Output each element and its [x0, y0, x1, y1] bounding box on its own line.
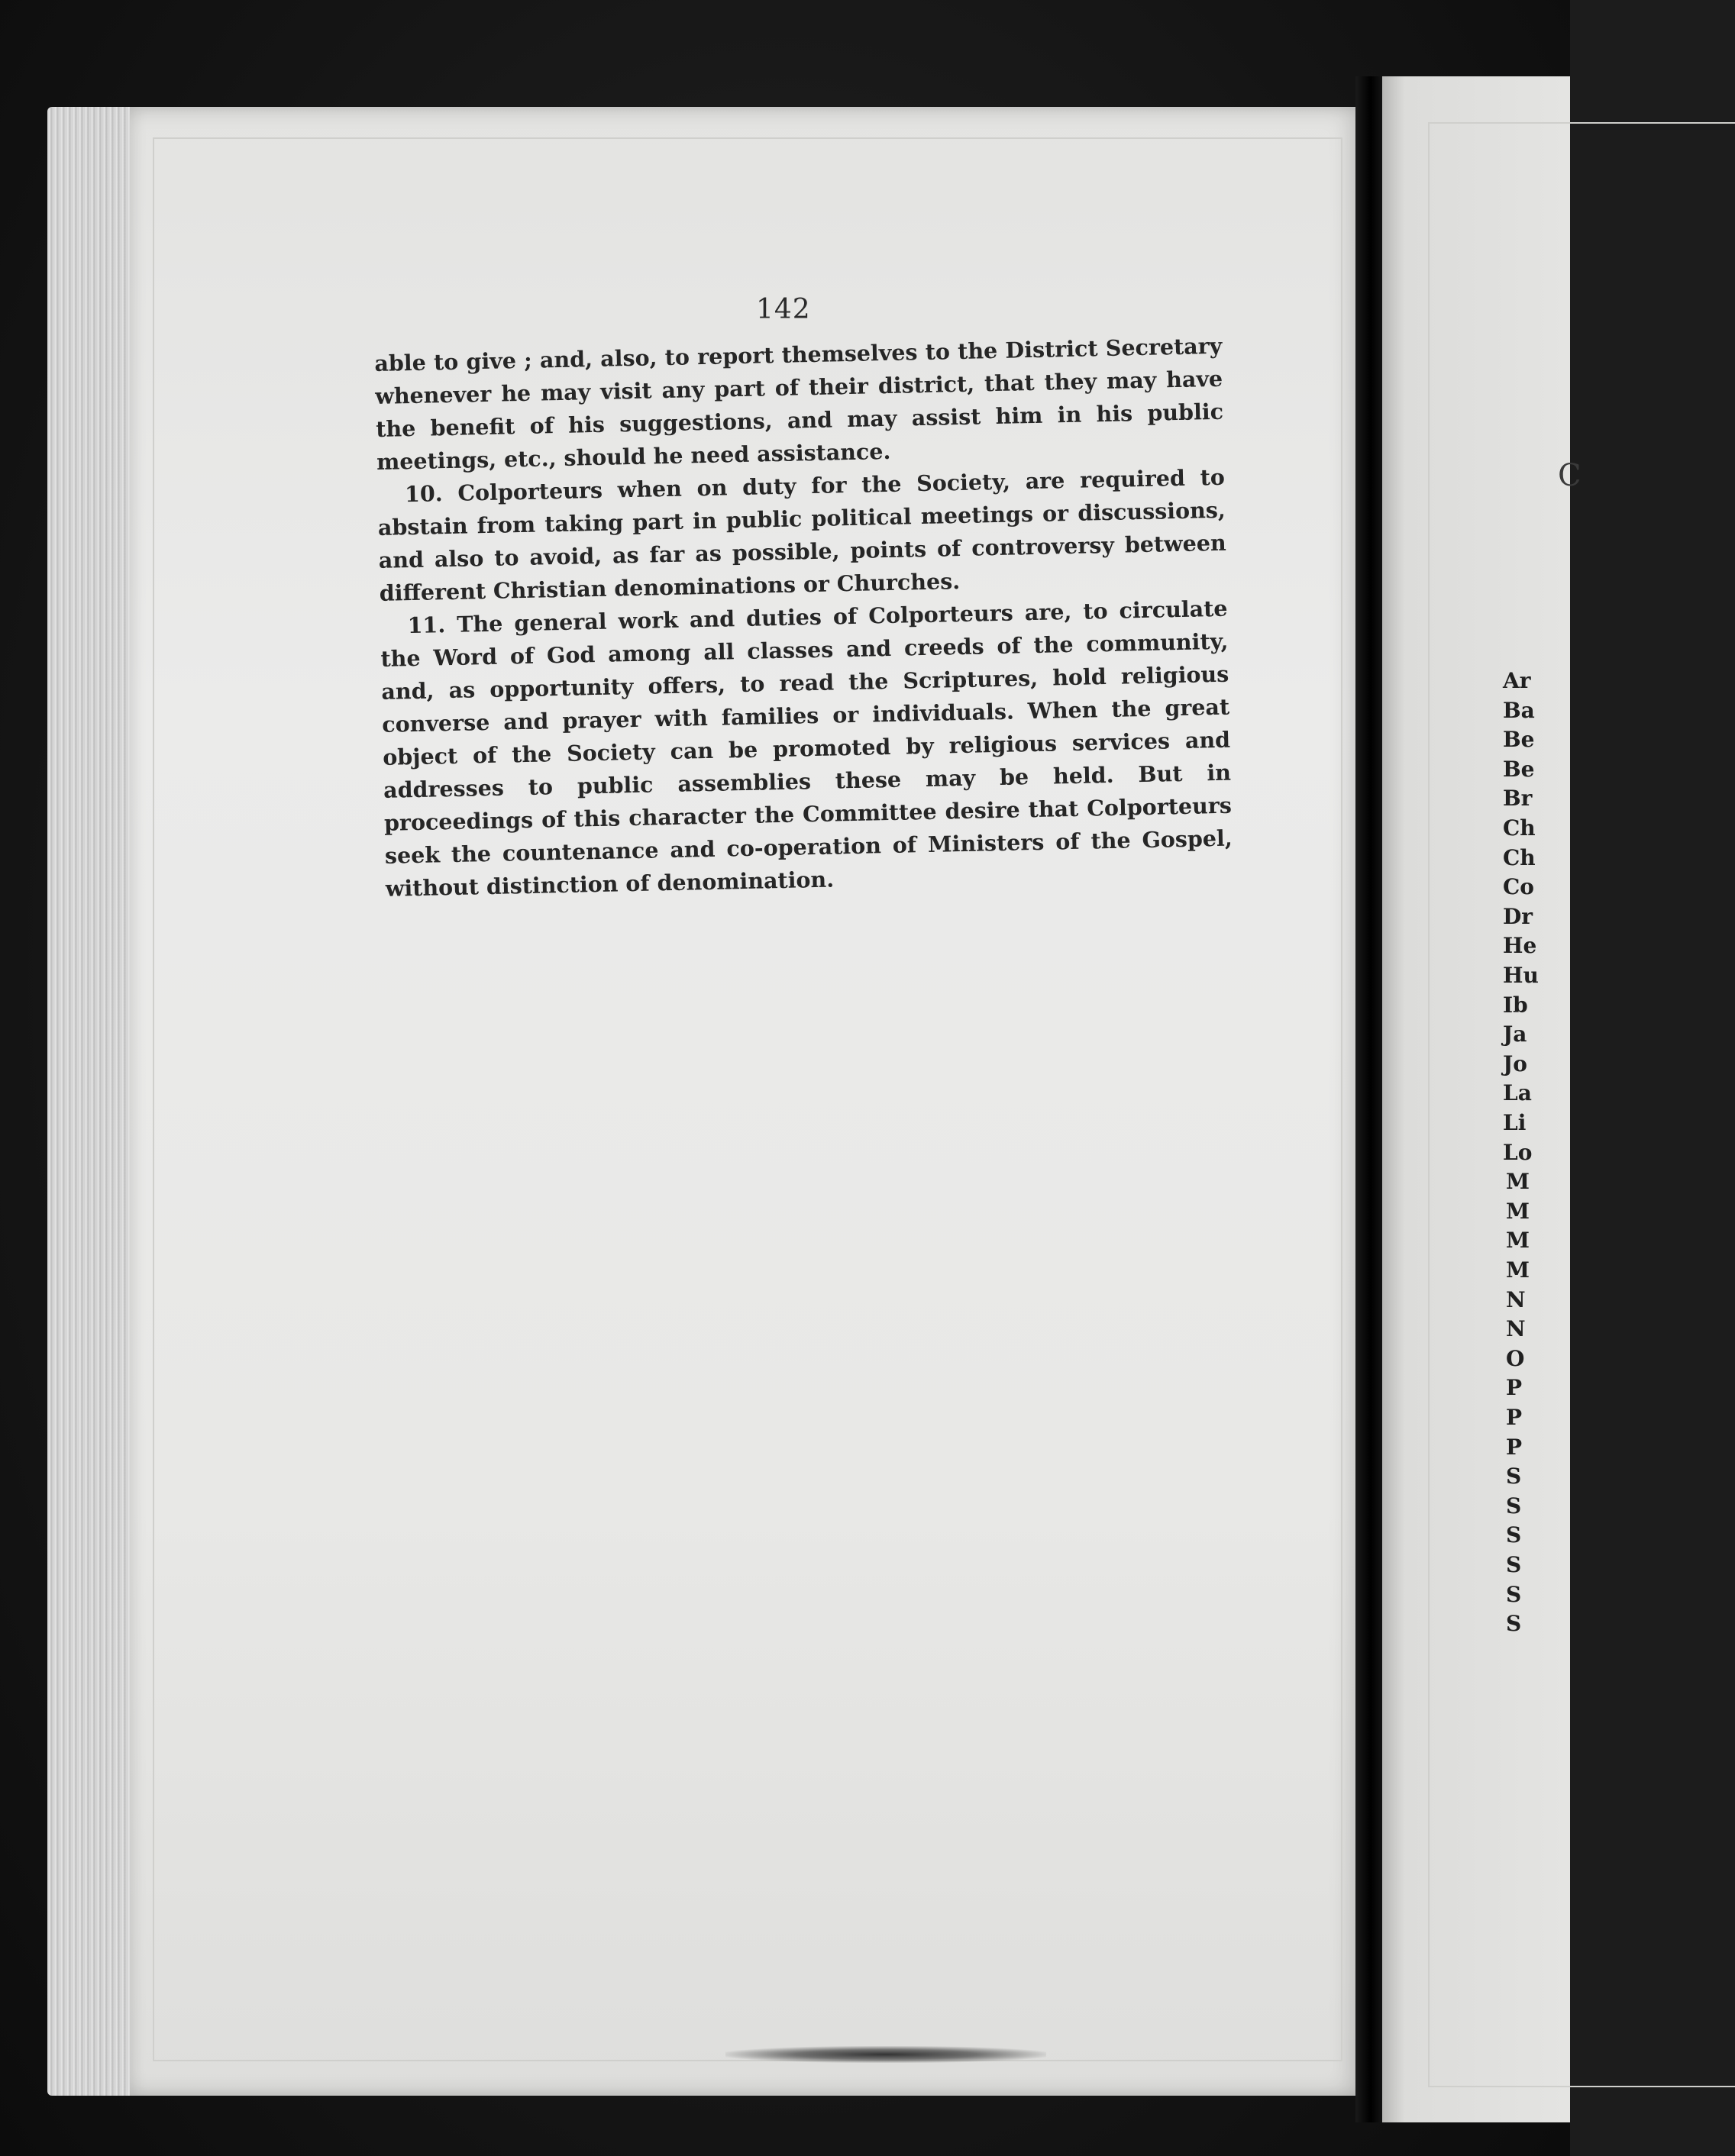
- facing-page-line-fragment: M: [1506, 1198, 1530, 1224]
- facing-page-line-fragment: Be: [1503, 727, 1535, 753]
- facing-page-line-fragment: M: [1506, 1169, 1530, 1195]
- facing-page-line-fragment: N: [1506, 1316, 1526, 1342]
- facing-page-line-fragment: Br: [1503, 786, 1533, 812]
- facing-page-line-fragment: P: [1506, 1375, 1523, 1401]
- page-edges: [47, 107, 139, 2096]
- paragraph-rule-10: 10. Colporteurs when on duty for the Society, are required to abstain from taking part in public political meetings or discussions, and also to avoid, as far as possible, points of controversy between different Christian denominations or Churches.: [377, 463, 1226, 606]
- facing-page-line-fragment: Lo: [1503, 1139, 1533, 1165]
- facing-page-line-fragment: Ch: [1503, 815, 1536, 841]
- paragraph-continuation: able to give ; and, also, to report themselves to the District Secretary whenever he may visit any part of their district, that they may have the benefit of his suggestions, and may assist him in his public meetings, etc., should he need assistance.: [374, 332, 1224, 475]
- facing-page-line-fragment: Co: [1503, 874, 1534, 900]
- facing-page-line-fragment: P: [1506, 1405, 1523, 1430]
- facing-page-line-fragment: He: [1503, 933, 1537, 959]
- facing-page-line-fragment: M: [1506, 1228, 1530, 1254]
- book-gutter: [1355, 76, 1386, 2122]
- facing-page-line-fragment: Dr: [1503, 903, 1533, 929]
- facing-page-line-fragment: S: [1506, 1611, 1522, 1637]
- page-number: 142: [756, 294, 811, 325]
- facing-page-line-fragment: Ch: [1503, 844, 1536, 870]
- facing-page-line-fragment: Li: [1503, 1110, 1527, 1135]
- facing-page-line-fragment: Ba: [1503, 697, 1535, 723]
- facing-page-line-fragment: Be: [1503, 756, 1535, 782]
- facing-page-line-fragment: Ja: [1503, 1022, 1527, 1047]
- facing-page-line-fragment: S: [1506, 1581, 1522, 1607]
- facing-page-line-fragment: S: [1506, 1464, 1522, 1490]
- facing-page-line-fragment: La: [1503, 1080, 1532, 1106]
- facing-page: [1382, 76, 1570, 2122]
- facing-page-border: [1428, 122, 1735, 2087]
- facing-page-line-fragment: M: [1506, 1257, 1530, 1283]
- facing-page-line-fragment: N: [1506, 1286, 1526, 1312]
- facing-page-line-fragment: S: [1506, 1552, 1522, 1577]
- bottom-smudge: [725, 2046, 1046, 2063]
- paragraph-rule-11: 11. The general work and duties of Colporteurs are, to circulate the Word of God among all classes and creeds of the community, and, as opportunity offers, to read the Scriptures, hold religious converse and prayer with families or individuals. When the great object of the Society can be promoted by religious services and addresses to public assemblies these may be held. But in proceedings of this character the Committee desire that Colporteurs seek the countenance and co-operation of Ministers of the Gospel, without distinction of denomination.: [380, 595, 1233, 902]
- facing-page-line-fragment: S: [1506, 1522, 1522, 1548]
- facing-page-line-fragment: P: [1506, 1434, 1523, 1460]
- facing-page-line-fragment: Ar: [1503, 668, 1531, 693]
- facing-page-line-fragment: Hu: [1503, 963, 1539, 988]
- facing-page-line-fragment: O: [1506, 1345, 1525, 1371]
- page-body-text: [374, 330, 1233, 905]
- facing-page-line-fragment: S: [1506, 1493, 1522, 1519]
- facing-page-line-fragment: Jo: [1503, 1051, 1527, 1076]
- facing-page-heading-fragment: C: [1558, 458, 1582, 493]
- facing-page-line-fragment: Ib: [1503, 992, 1528, 1018]
